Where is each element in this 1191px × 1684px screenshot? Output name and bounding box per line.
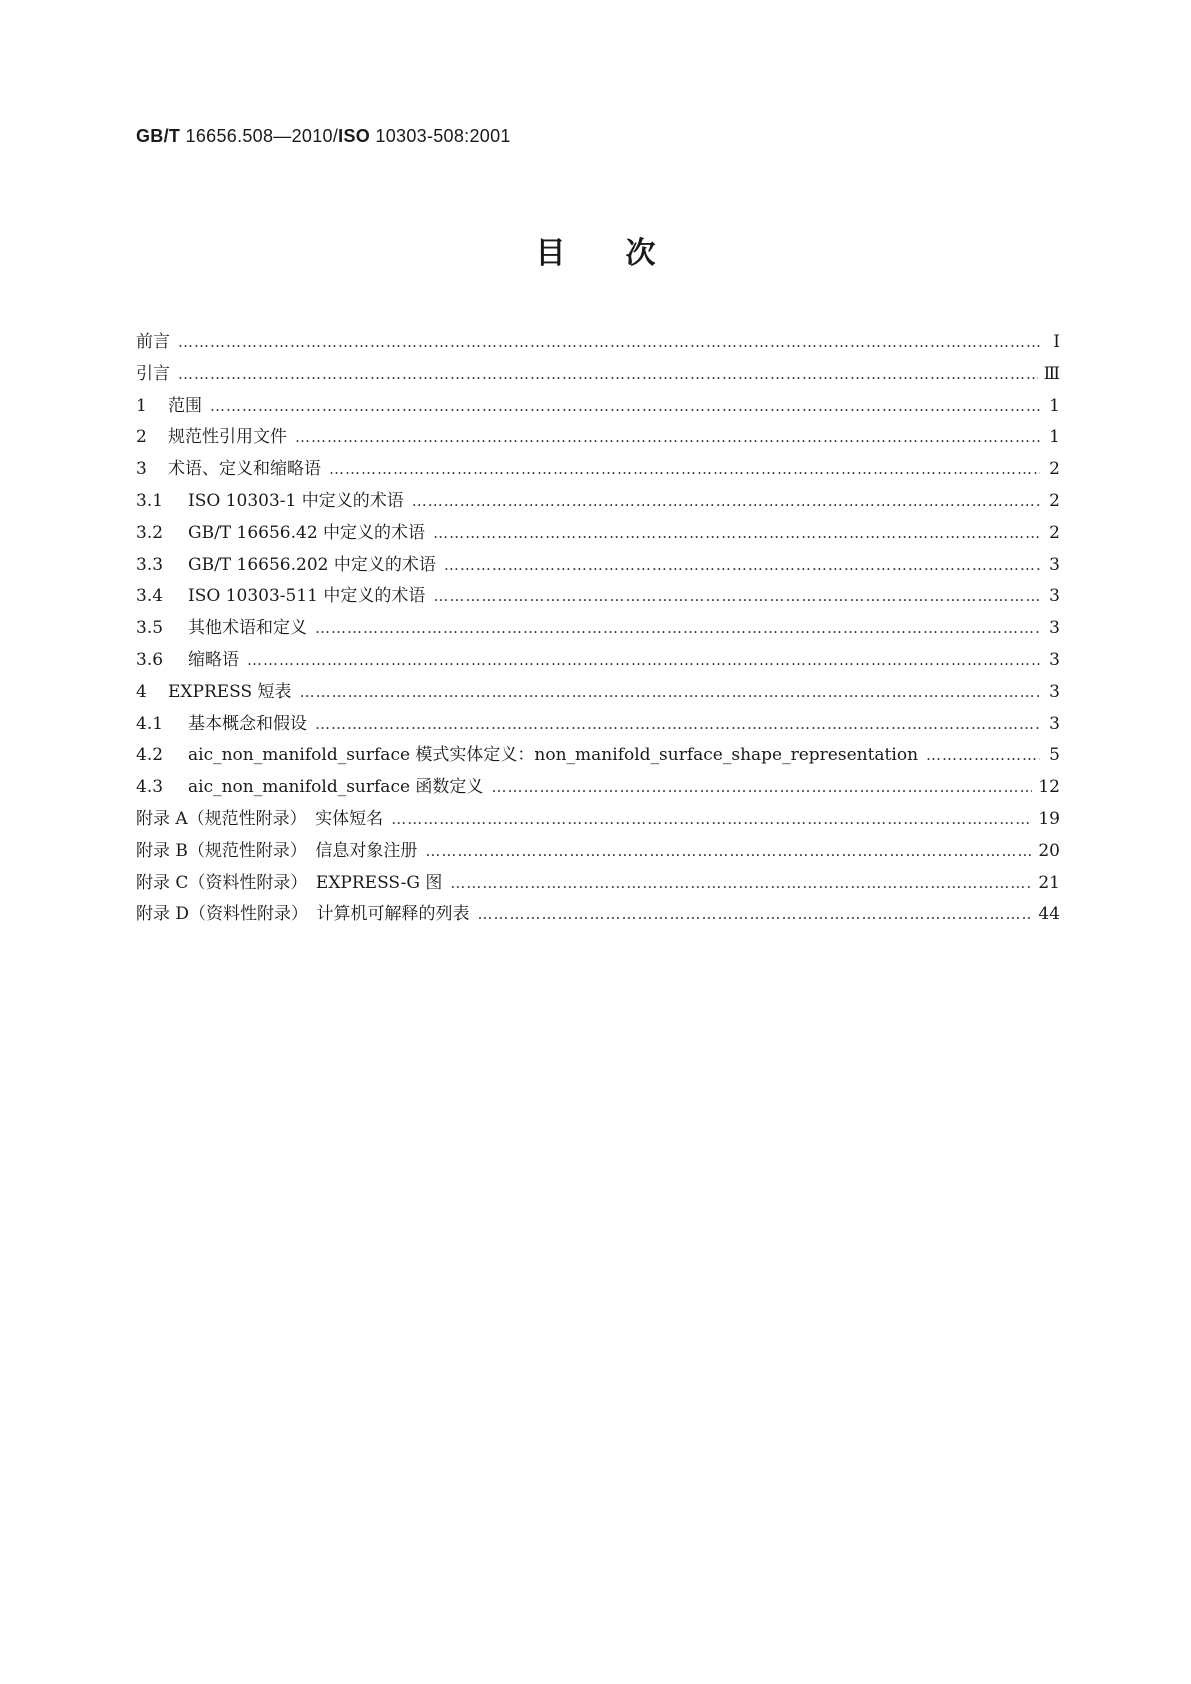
standard-iso-number: 10303-508:2001 <box>375 126 511 146</box>
toc-entry-express-short-listing[interactable] <box>136 677 1060 709</box>
toc-entry-page: 3 <box>1049 554 1060 575</box>
toc-leader-dots <box>412 492 1040 510</box>
toc-entry-terms-gbt-16656-42[interactable] <box>136 518 1060 550</box>
toc-entry-foreword[interactable] <box>136 327 1060 359</box>
toc-entry-number: 3 <box>136 459 147 480</box>
toc-entry-terms-gbt-16656-202[interactable] <box>136 550 1060 582</box>
toc-entry-label: ISO 10303-1 中定义的术语 <box>188 490 404 511</box>
toc-entry-page: 1 <box>1049 395 1060 416</box>
toc-entry-terms[interactable] <box>136 454 1060 486</box>
toc-leader-dots <box>315 619 1040 637</box>
toc-entry-entity-definition[interactable] <box>136 740 1060 772</box>
toc-entry-label: 术语、定义和缩略语 <box>168 459 321 480</box>
toc-entry-fundamental-concepts[interactable] <box>136 709 1060 741</box>
toc-entry-page: 12 <box>1038 777 1060 798</box>
toc-title-right: 次 <box>625 236 656 271</box>
toc-entry-label: EXPRESS 短表 <box>168 681 292 702</box>
toc-leader-dots <box>295 428 1040 446</box>
toc-entry-abbreviations[interactable] <box>136 645 1060 677</box>
toc-entry-number: 3.3 <box>136 554 164 575</box>
toc-entry-label: 范围 <box>168 395 202 416</box>
toc-entry-label: 附录 B（规范性附录） 信息对象注册 <box>136 840 418 861</box>
toc-entry-label: 附录 D（资料性附录） 计算机可解释的列表 <box>136 904 470 925</box>
toc-leader-dots <box>391 810 1032 828</box>
toc-leader-dots <box>300 683 1040 701</box>
toc-leader-dots <box>210 397 1040 415</box>
toc-entry-label: ISO 10303-511 中定义的术语 <box>188 586 426 607</box>
toc-entry-page: 3 <box>1049 618 1060 639</box>
toc-entry-other-terms[interactable] <box>136 613 1060 645</box>
toc-entry-label: 基本概念和假设 <box>188 713 307 734</box>
toc-entry-label: 附录 C（资料性附录） EXPRESS-G 图 <box>136 872 443 893</box>
toc-entry-introduction[interactable] <box>136 359 1060 391</box>
toc-entry-label: aic_non_manifold_surface 函数定义 <box>188 777 484 798</box>
toc-entry-label: 缩略语 <box>188 649 239 670</box>
toc-leader-dots <box>433 587 1040 605</box>
toc-entry-page: 2 <box>1049 459 1060 480</box>
toc-entry-number: 3.1 <box>136 490 164 511</box>
toc-leader-dots <box>450 874 1032 892</box>
toc-entry-page: 3 <box>1049 713 1060 734</box>
toc-entry-page: Ⅰ <box>1053 332 1060 352</box>
document-header <box>136 126 511 147</box>
toc-entry-label: 前言 <box>136 332 170 352</box>
toc-entry-page: 5 <box>1049 745 1060 766</box>
toc-entry-function-definition[interactable] <box>136 772 1060 804</box>
toc-entry-number: 4 <box>136 681 147 702</box>
toc-entry-label: 规范性引用文件 <box>168 427 287 448</box>
toc-entry-annex-d[interactable] <box>136 899 1060 931</box>
toc-leader-dots <box>491 778 1032 796</box>
toc-entry-page: 1 <box>1049 427 1060 448</box>
toc-entry-label: 引言 <box>136 363 170 384</box>
toc-entry-page: 20 <box>1038 840 1060 861</box>
toc-entry-label: aic_non_manifold_surface 模式实体定义：non_manifold_surface_shape_representation <box>188 745 919 766</box>
toc-entry-number: 3.2 <box>136 522 164 543</box>
toc-entry-annex-b[interactable] <box>136 836 1060 868</box>
toc-entry-page: 44 <box>1038 904 1060 925</box>
toc-entry-number: 1 <box>136 395 147 416</box>
toc-entry-label: GB/T 16656.202 中定义的术语 <box>188 554 436 575</box>
toc-entry-number: 4.2 <box>136 745 164 766</box>
toc-entry-page: Ⅲ <box>1043 363 1060 384</box>
toc-entry-page: 19 <box>1038 808 1060 829</box>
toc-entry-number: 2 <box>136 427 147 448</box>
toc-entry-page: 3 <box>1049 586 1060 607</box>
toc-entry-annex-c[interactable] <box>136 868 1060 900</box>
toc-leader-dots <box>478 905 1033 923</box>
toc-entry-page: 2 <box>1049 522 1060 543</box>
toc-entry-annex-a[interactable] <box>136 804 1060 836</box>
toc-leader-dots <box>329 460 1040 478</box>
toc-entry-number: 3.5 <box>136 618 164 639</box>
standard-gb-prefix: GB/T <box>136 126 181 146</box>
toc-leader-dots <box>926 746 1040 764</box>
toc-leader-dots <box>315 715 1040 733</box>
toc-entry-normative-references[interactable] <box>136 422 1060 454</box>
toc-entry-page: 2 <box>1049 490 1060 511</box>
toc-entry-page: 3 <box>1049 649 1060 670</box>
toc-leader-dots <box>178 365 1038 383</box>
toc-entry-page: 21 <box>1038 872 1060 893</box>
toc-entry-number: 4.3 <box>136 777 164 798</box>
toc-entry-terms-iso-10303-1[interactable] <box>136 486 1060 518</box>
toc-entry-label: 附录 A（规范性附录） 实体短名 <box>136 808 384 829</box>
toc-leader-dots <box>178 333 1040 351</box>
toc-entry-number: 3.4 <box>136 586 164 607</box>
toc-entry-page: 3 <box>1049 681 1060 702</box>
toc-title-left: 目 <box>535 236 566 271</box>
toc-title <box>0 228 1191 272</box>
standard-gb-number: 16656.508—2010/ <box>185 126 339 146</box>
toc-entry-label: 其他术语和定义 <box>188 618 307 639</box>
toc-entry-number: 3.6 <box>136 649 164 670</box>
toc-entry-terms-iso-10303-511[interactable] <box>136 581 1060 613</box>
standard-iso-prefix: ISO <box>338 126 371 146</box>
toc-entry-number: 4.1 <box>136 713 164 734</box>
toc-leader-dots <box>433 524 1040 542</box>
toc-entry-label: GB/T 16656.42 中定义的术语 <box>188 522 426 543</box>
toc-leader-dots <box>444 556 1040 574</box>
toc-list <box>136 327 1060 931</box>
toc-leader-dots <box>425 842 1032 860</box>
toc-entry-scope[interactable] <box>136 391 1060 423</box>
toc-leader-dots <box>247 651 1040 669</box>
